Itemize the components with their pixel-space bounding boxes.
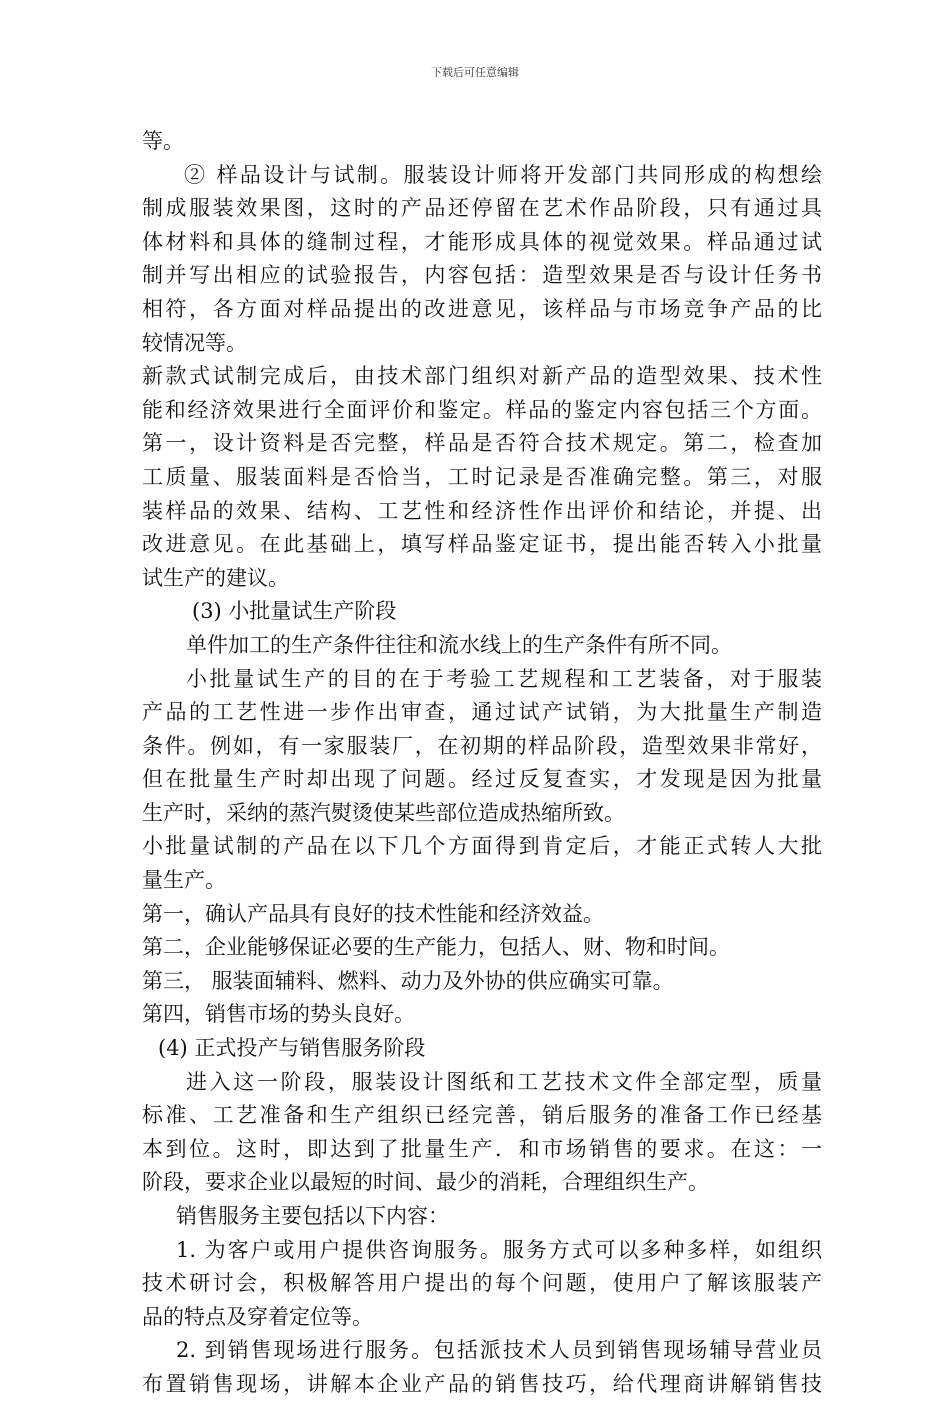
text-line: 品的特点及穿着定位等。 — [142, 1304, 373, 1329]
text-line: 体材料和具体的缝制过程，才能形成具体的视觉效果。样品通过试 — [142, 229, 822, 254]
text-line: 进入这一阶段，服装设计图纸和工艺技术文件全部定型，质量 — [186, 1069, 822, 1094]
text-line: 1. 为客户或用户提供咨询服务。服务方式可以多种多样，如组织 — [176, 1237, 822, 1262]
text-line: 布置销售现场，讲解本企业产品的销售技巧，给代理商讲解销售技 — [142, 1371, 822, 1396]
body-text — [142, 125, 822, 1402]
text-line: 本到位。这时，即达到了批量生产．和市场销售的要求。在这：一 — [142, 1136, 822, 1161]
text-line: 小批量试制的产品在以下几个方面得到肯定后，才能正式转人大批 — [142, 834, 822, 859]
text-line: 工质量、服装面料是否恰当，工时记录是否准确完整。第三，对服 — [142, 464, 822, 489]
text-line: 相符，各方面对样品提出的改进意见，该样品与市场竞争产品的比 — [142, 296, 822, 321]
text-line: 第一，设计资料是否完整，样品是否符合技术规定。第二，检查加 — [142, 431, 822, 456]
text-line: 第二，企业能够保证必要的生产能力，包括人、财、物和时间。 — [142, 935, 730, 960]
text-line: (3) 小批量试生产阶段 — [192, 599, 397, 624]
text-line: 第一，确认产品具有良好的技术性能和经济效益。 — [142, 901, 604, 926]
text-line: 单件加工的生产条件往往和流水线上的生产条件有所不同。 — [186, 632, 732, 657]
text-line: 新款式试制完成后，由技术部门组织对新产品的造型效果、技术性 — [142, 364, 822, 389]
text-line: 2. 到销售现场进行服务。包括派技术人员到销售现场辅导营业员 — [176, 1338, 822, 1363]
text-line: 试生产的建议。 — [142, 565, 289, 590]
text-line: 技术研讨会，积极解答用户提出的每个问题，使用户了解该服装产 — [142, 1271, 822, 1296]
text-line: 能和经济效果进行全面评价和鉴定。样品的鉴定内容包括三个方面。 — [142, 397, 822, 422]
page-header: 下载后可任意编辑 — [431, 66, 519, 79]
text-line: 产品的工艺性进一步作出审查，通过试产试销，为大批量生产制造 — [142, 700, 822, 725]
text-line: 制并写出相应的试验报告，内容包括：造型效果是否与设计任务书 — [142, 263, 822, 288]
text-line: 小批量试生产的目的在于考验工艺规程和工艺装备，对于服装 — [186, 666, 822, 691]
text-line: 第四，销售市场的势头良好。 — [142, 1002, 415, 1027]
text-line: 生产时，采纳的蒸汽熨烫使某些部位造成热缩所致。 — [142, 800, 625, 825]
text-line: 条件。例如，有一家服装厂，在初期的样品阶段，造型效果非常好， — [142, 733, 822, 758]
text-line: 标准、工艺准备和生产组织已经完善，销后服务的准备工作已经基 — [142, 1103, 822, 1128]
text-line: 制成服装效果图，这时的产品还停留在艺术作品阶段，只有通过具 — [142, 196, 822, 221]
text-line: 较情况等。 — [142, 330, 247, 355]
text-line: 但在批量生产时却出现了问题。经过反复查实，才发现是因为批量 — [142, 767, 822, 792]
text-line: ② 样品设计与试制。服装设计师将开发部门共同形成的构想绘 — [184, 162, 822, 187]
text-line: 阶段，要求企业以最短的时间、最少的消耗，合理组织生产。 — [142, 1170, 709, 1195]
text-line: 销售服务主要包括以下内容： — [176, 1204, 449, 1228]
text-line: 改进意见。在此基础上，填写样品鉴定证书，提出能否转入小批量 — [142, 532, 822, 557]
text-line: (4) 正式投产与销售服务阶段 — [158, 1036, 426, 1061]
text-line: 装样品的效果、结构、工艺性和经济性作出评价和结论，并提、出 — [142, 498, 822, 523]
text-line: 第三， 服装面辅料、燃料、动力及外协的供应确实可靠。 — [142, 968, 674, 993]
text-line: 等。 — [142, 129, 184, 153]
text-line: 量生产。 — [142, 868, 226, 893]
